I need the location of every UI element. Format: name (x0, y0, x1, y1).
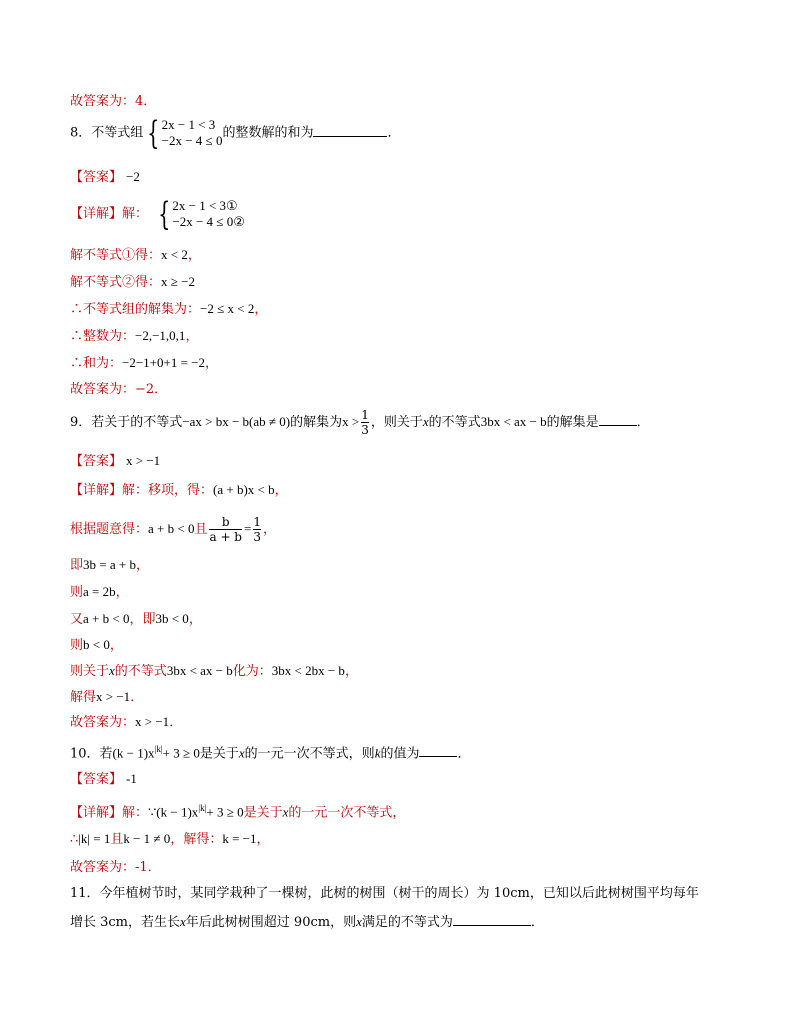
t: 解： (122, 805, 149, 821)
m: k (374, 745, 381, 761)
t: 故答案为： (70, 715, 136, 730)
t: 的值为 (380, 746, 420, 762)
t: 又 (70, 612, 84, 627)
m: x (180, 914, 186, 929)
q9-blank (599, 413, 637, 426)
m: |k| (154, 744, 163, 754)
q8-prefix: 8．不等式组 (70, 125, 144, 141)
t: 解不等式②得： (70, 275, 162, 290)
t: ． (530, 915, 544, 930)
brace-icon: { (158, 195, 171, 233)
t: ， (262, 522, 276, 537)
detail-10 (70, 799, 405, 822)
m: x (282, 804, 289, 820)
step-9-3 (70, 583, 129, 602)
t: ， (187, 248, 201, 263)
t: 的不等式 (428, 415, 481, 430)
t: 故答案为：−2． (70, 382, 168, 397)
question-9 (70, 407, 650, 438)
t: ． (636, 415, 650, 430)
t: 化为： (232, 664, 272, 679)
m: + 3 ≥ 0 (206, 804, 244, 820)
t: 年后此树树围超过 90cm，则 (185, 915, 357, 930)
t: ． (457, 746, 471, 762)
m: (ab ≠ 0) (249, 414, 291, 429)
m: x (356, 914, 362, 929)
t: ． (169, 715, 183, 730)
step-8-4 (70, 327, 198, 346)
m: −2 ≤ x < 2 (200, 301, 255, 316)
t: ∴ (70, 832, 79, 847)
detail-9 (70, 481, 288, 500)
num: b (221, 515, 230, 529)
m: 3bx < ax − b (166, 663, 233, 678)
fraction (361, 408, 369, 437)
t: 是关于 (199, 746, 239, 762)
answer-value: −2 (126, 169, 140, 184)
t: ，则关于 (370, 415, 423, 430)
step-9-6 (70, 662, 358, 681)
detail8-row1: 2x − 1 < 3① (172, 198, 238, 213)
t: 的解集是 (546, 415, 599, 430)
step-10-1 (70, 830, 270, 849)
answer-tag: 【答案】 (70, 772, 123, 787)
t: ， (185, 329, 199, 344)
m: x ≥ −2 (161, 274, 195, 289)
t: ，解得： (170, 832, 223, 847)
t: 10．若 (70, 746, 113, 762)
t: ， (274, 483, 288, 498)
question-11-line2 (70, 913, 544, 932)
m: |k| (198, 803, 207, 813)
t: 的解集为 (290, 415, 343, 430)
t: 9．若关于的不等式 (70, 415, 183, 430)
answer-value: x > −1 (126, 453, 161, 468)
detail8-system (154, 195, 245, 233)
m: x < 2 (161, 247, 188, 262)
t: 的不等式 (114, 664, 167, 679)
m: (k − 1)x (112, 745, 155, 761)
t: 故答案为：-1． (70, 860, 161, 875)
t: 的一元一次不等式， (288, 805, 406, 821)
m: = (244, 521, 252, 536)
answer-value: -1 (126, 771, 137, 786)
step-9-8 (70, 713, 182, 732)
q8-sys-row1: 2x − 1 < 3 (161, 117, 216, 132)
m: −2−1+0+1 = −2 (122, 355, 206, 370)
t: 增长 3cm，若生长 (70, 915, 181, 930)
answer-10 (70, 770, 137, 789)
t: 的一元一次不等式，则 (244, 746, 375, 762)
answer-9 (70, 452, 160, 471)
m: |k| = 1 (78, 831, 111, 846)
t: 且 (110, 832, 124, 847)
m: a + b < 0 (83, 611, 130, 626)
t: ． (130, 690, 144, 705)
q8-sys-row2: −2x − 4 ≤ 0 (161, 133, 223, 148)
m: a = 2b (83, 584, 116, 599)
t: 则关于 (70, 664, 110, 679)
detail-tag: 【详解】 (70, 805, 123, 821)
t: ∴整数为： (70, 329, 136, 344)
m: x (109, 663, 115, 678)
answer-line-q7 (70, 93, 156, 111)
detail8-row2: −2x − 4 ≤ 0② (172, 214, 245, 229)
q8-end: ． (387, 125, 401, 141)
text: 故答案为：4． (70, 94, 157, 109)
q11-blank (453, 913, 531, 926)
step-8-1 (70, 246, 201, 265)
t: ， (188, 612, 202, 627)
m: x (422, 414, 429, 429)
t: ， (109, 638, 123, 653)
answer-8 (70, 168, 140, 187)
step-8-3 (70, 300, 267, 319)
m: x > −1 (135, 714, 170, 729)
den: 3 (253, 530, 261, 544)
m: k = −1 (222, 831, 257, 846)
step-9-7 (70, 688, 143, 707)
t: 解：移项，得： (122, 483, 214, 498)
t: 则 (70, 585, 84, 600)
t: ， (135, 558, 149, 573)
m: k − 1 ≠ 0 (123, 831, 171, 846)
m: b < 0 (83, 637, 110, 652)
t: 根据题意得： (70, 522, 149, 537)
t: ， (254, 302, 268, 317)
m: 3b = a + b (83, 557, 136, 572)
detail-8 (70, 195, 245, 233)
m: (a + b)x < b (213, 482, 275, 497)
t: 解得 (70, 690, 97, 705)
m: x > −1 (96, 689, 131, 704)
detail-tag: 【详解】 (70, 483, 123, 498)
num: 1 (361, 408, 369, 422)
m: −2,−1,0,1 (135, 328, 186, 343)
m: + 3 ≥ 0 (162, 745, 200, 761)
t: 则 (70, 638, 84, 653)
t: 满足的不等式为 (361, 915, 453, 930)
t: ， (256, 832, 270, 847)
detail-prefix: 解： (122, 206, 149, 222)
step-8-6 (70, 381, 167, 399)
question-10 (70, 740, 471, 763)
answer-tag: 【答案】 (70, 454, 123, 469)
step-8-2 (70, 273, 195, 292)
question-8 (70, 114, 401, 152)
m: x > (342, 414, 360, 429)
m: x (238, 745, 245, 761)
m: −ax > bx − b (182, 414, 250, 429)
q8-system (143, 114, 223, 152)
step-8-5 (70, 354, 218, 373)
step-9-4 (70, 610, 202, 629)
step-10-2 (70, 859, 161, 877)
t: ， (205, 356, 219, 371)
fraction (253, 515, 261, 544)
q8-blank (313, 124, 387, 137)
q8-post: 的整数解的和为 (222, 125, 314, 141)
q10-blank (419, 744, 457, 757)
t: 是关于 (243, 805, 283, 821)
step-9-5 (70, 636, 123, 655)
step-9-2 (70, 556, 149, 575)
question-11-line1 (70, 885, 699, 903)
den: a + b (209, 530, 242, 544)
detail-tag: 【详解】 (70, 206, 123, 222)
m: 3bx < 2bx − b (271, 663, 345, 678)
answer-tag: 【答案】 (70, 170, 123, 185)
den: 3 (361, 423, 369, 437)
step-9-1 (70, 514, 276, 545)
t: ， (115, 585, 129, 600)
m: ∵(k − 1)x (148, 804, 199, 820)
brace-icon: { (147, 114, 160, 152)
m: 3bx < ax − b (480, 414, 547, 429)
t: 解不等式①得： (70, 248, 162, 263)
t: 且 (194, 522, 208, 537)
fraction (209, 515, 242, 544)
t: ， (344, 664, 358, 679)
m: a + b < 0 (148, 521, 195, 536)
num: 1 (253, 515, 261, 529)
t: ，即 (129, 612, 156, 627)
t: ∴不等式组的解集为： (70, 302, 201, 317)
m: 3b < 0 (155, 611, 189, 626)
t: 11．今年植树节时，某同学栽种了一棵树，此树的树围（树干的周长）为 10cm，已知以后此树树围平均每年 (70, 886, 699, 901)
t: ∴和为： (70, 356, 123, 371)
t: 即 (70, 558, 84, 573)
